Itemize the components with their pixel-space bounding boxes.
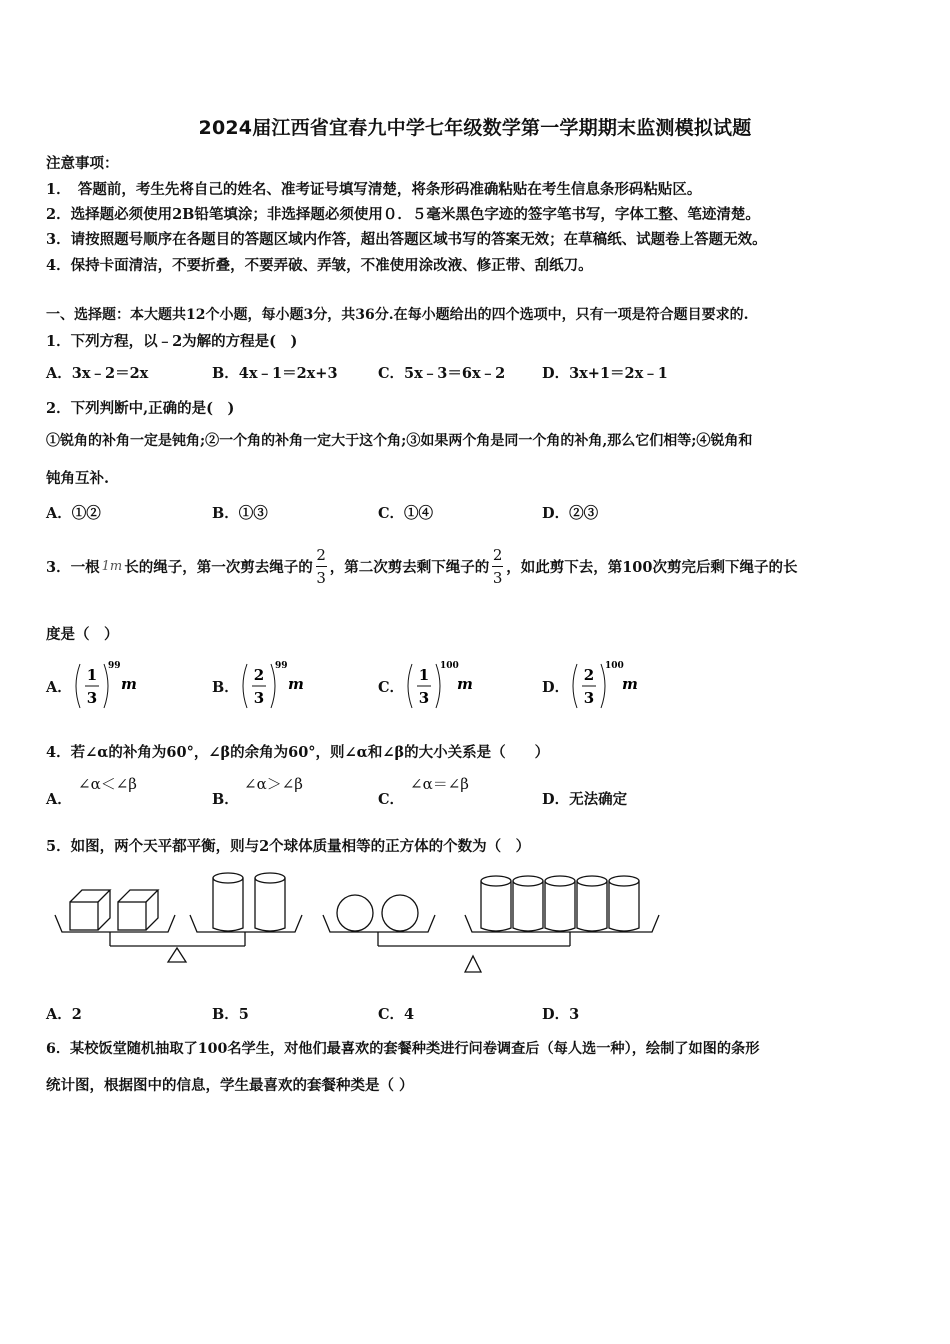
- fulcrum: [465, 956, 481, 972]
- unit: m: [120, 675, 137, 693]
- power-fraction: [404, 658, 489, 714]
- q5-option-d: D．3: [542, 1006, 580, 1023]
- question-5-stem: 5．如图，两个天平都平衡，则与2个球体质量相等的正方体的个数为（ ）: [46, 838, 531, 855]
- right-balance: [323, 876, 659, 972]
- left-balance: [55, 873, 302, 962]
- q5-option-b: B．5: [212, 1006, 249, 1023]
- q3-unit: 1m: [101, 558, 123, 574]
- fraction-numerator: 2: [583, 666, 595, 684]
- q3-text-4: ，如此剪下去，第100次剪完后剩下绳子的长: [506, 558, 798, 576]
- unit: m: [457, 675, 473, 693]
- q3-fraction: [316, 546, 327, 587]
- q4-option-c: [378, 775, 469, 809]
- q2-option-a: A．①②: [46, 505, 101, 522]
- option-label: B．: [212, 678, 239, 696]
- q4-option-b: [212, 775, 303, 809]
- cylinder: [213, 873, 243, 931]
- question-3-stem: [46, 536, 797, 596]
- question-4-stem: 4．若∠α的补角为60°，∠β的余角为60°，则∠α和∠β的大小关系是（ ）: [46, 744, 550, 761]
- q3-fraction: [492, 546, 503, 587]
- fraction-numerator: 2: [492, 545, 503, 564]
- q4-option-a: [46, 775, 137, 809]
- q4-option-d: [542, 788, 627, 809]
- exponent: 100: [605, 661, 624, 671]
- q2-option-d: D．②③: [542, 505, 599, 522]
- q3-text-2: 长的绳子，第一次剪去绳子的: [124, 558, 313, 576]
- notice-item: 2．选择题必须使用2B铅笔填涂；非选择题必须使用０．５毫米黑色字迹的签字笔书写，字体工整、笔迹清楚。: [46, 206, 760, 223]
- page-title: 2024届江西省宜春九中学七年级数学第一学期期末监测模拟试题: [198, 117, 752, 139]
- question-2-stem: 2．下列判断中,正确的是( ): [46, 400, 235, 417]
- q1-option-c: C．5x﹣3＝6x﹣2: [378, 365, 506, 382]
- q2-option-c: C．①④: [378, 505, 434, 522]
- option-label: D．: [542, 791, 570, 808]
- power-fraction: [239, 658, 319, 714]
- cylinder: [513, 876, 543, 931]
- question-1-stem: 1．下列方程，以﹣2为解的方程是( ): [46, 333, 298, 350]
- q3-option-d: [542, 658, 654, 714]
- q3-option-c: [378, 658, 489, 714]
- q2-option-b: B．①③: [212, 505, 268, 522]
- option-label: C．: [378, 791, 405, 808]
- q5-option-c: C．4: [378, 1006, 415, 1023]
- fraction-denominator: 3: [418, 689, 430, 707]
- notice-item: 1． 答题前，考生先将自己的姓名、准考证号填写清楚，将条形码准确粘贴在考生信息条形码粘贴区。: [46, 181, 702, 198]
- option-label: B．: [212, 791, 239, 808]
- cylinder: [577, 876, 607, 931]
- option-expression: ∠α＜∠β: [78, 775, 137, 793]
- cylinder: [255, 873, 285, 931]
- option-label: A．: [46, 678, 72, 696]
- sphere: [337, 895, 373, 931]
- fraction-denominator: 3: [253, 689, 264, 707]
- fraction-numerator: 1: [418, 666, 430, 684]
- fraction-denominator: 3: [583, 689, 595, 707]
- right-pan: [465, 915, 659, 932]
- q1-option-b: B．4x﹣1＝2x+3: [212, 365, 338, 382]
- option-expression: ∠α＞∠β: [244, 775, 303, 793]
- notice-item: 3．请按照题号顺序在各题目的答题区域内作答，超出答题区域书写的答案无效；在草稿纸、试题卷上答题无效。: [46, 231, 767, 248]
- exponent: 100: [440, 661, 459, 671]
- section-heading: 一、选择题：本大题共12个小题，每小题3分，共36分.在每小题给出的四个选项中，只有一项是符合题目要求的.: [46, 307, 749, 323]
- q3-text-1: 3．一根: [46, 558, 100, 576]
- cylinder: [545, 876, 575, 931]
- question-3-stem-cont: 度是（ ）: [46, 626, 119, 643]
- option-label: A．: [46, 791, 72, 808]
- option-expression: 无法确定: [569, 791, 628, 808]
- notice-heading: 注意事项：: [46, 155, 119, 172]
- q1-option-a: A．3x﹣2＝2x: [46, 365, 149, 382]
- exponent: 99: [274, 661, 288, 671]
- option-label: D．: [542, 678, 570, 696]
- question-2-statements: ①锐角的补角一定是钝角;②一个角的补角一定大于这个角;③如果两个角是同一个角的补角,那么它们相等;④锐角和: [46, 433, 753, 449]
- q3-option-a: [46, 658, 152, 714]
- fraction-denominator: 3: [86, 689, 97, 707]
- sphere: [382, 895, 418, 931]
- option-label: C．: [378, 678, 405, 696]
- balance-scales-figure: [40, 862, 680, 982]
- fulcrum: [168, 948, 186, 962]
- power-fraction: [569, 658, 654, 714]
- q3-option-b: [212, 658, 319, 714]
- q3-text-3: ，第二次剪去剩下绳子的: [329, 558, 490, 576]
- fraction-denominator: 3: [316, 568, 326, 587]
- fraction-denominator: 3: [492, 568, 503, 587]
- fraction-numerator: 2: [253, 666, 264, 684]
- question-2-statements-cont: 钝角互补.: [46, 470, 110, 487]
- unit: m: [622, 675, 638, 693]
- fraction-numerator: 2: [316, 545, 326, 564]
- cylinder: [609, 876, 639, 931]
- question-6-stem-cont: 统计图，根据图中的信息，学生最喜欢的套餐种类是（ ）: [46, 1077, 414, 1094]
- cube: [118, 890, 158, 930]
- notice-item: 4．保持卡面清洁，不要折叠，不要弄破、弄皱，不准使用涂改液、修正带、刮纸刀。: [46, 257, 593, 274]
- option-expression: ∠α＝∠β: [410, 775, 469, 793]
- exponent: 99: [107, 661, 121, 671]
- power-fraction: [72, 658, 152, 714]
- unit: m: [287, 675, 304, 693]
- question-6-stem: 6．某校饭堂随机抽取了100名学生，对他们最喜欢的套餐种类进行问卷调查后（每人选一种），绘制了如图的条形: [46, 1041, 760, 1057]
- q1-option-d: D．3x+1＝2x﹣1: [542, 365, 668, 382]
- q5-option-a: A．2: [46, 1006, 82, 1023]
- cylinder: [481, 876, 511, 931]
- cube: [70, 890, 110, 930]
- fraction-numerator: 1: [86, 666, 97, 684]
